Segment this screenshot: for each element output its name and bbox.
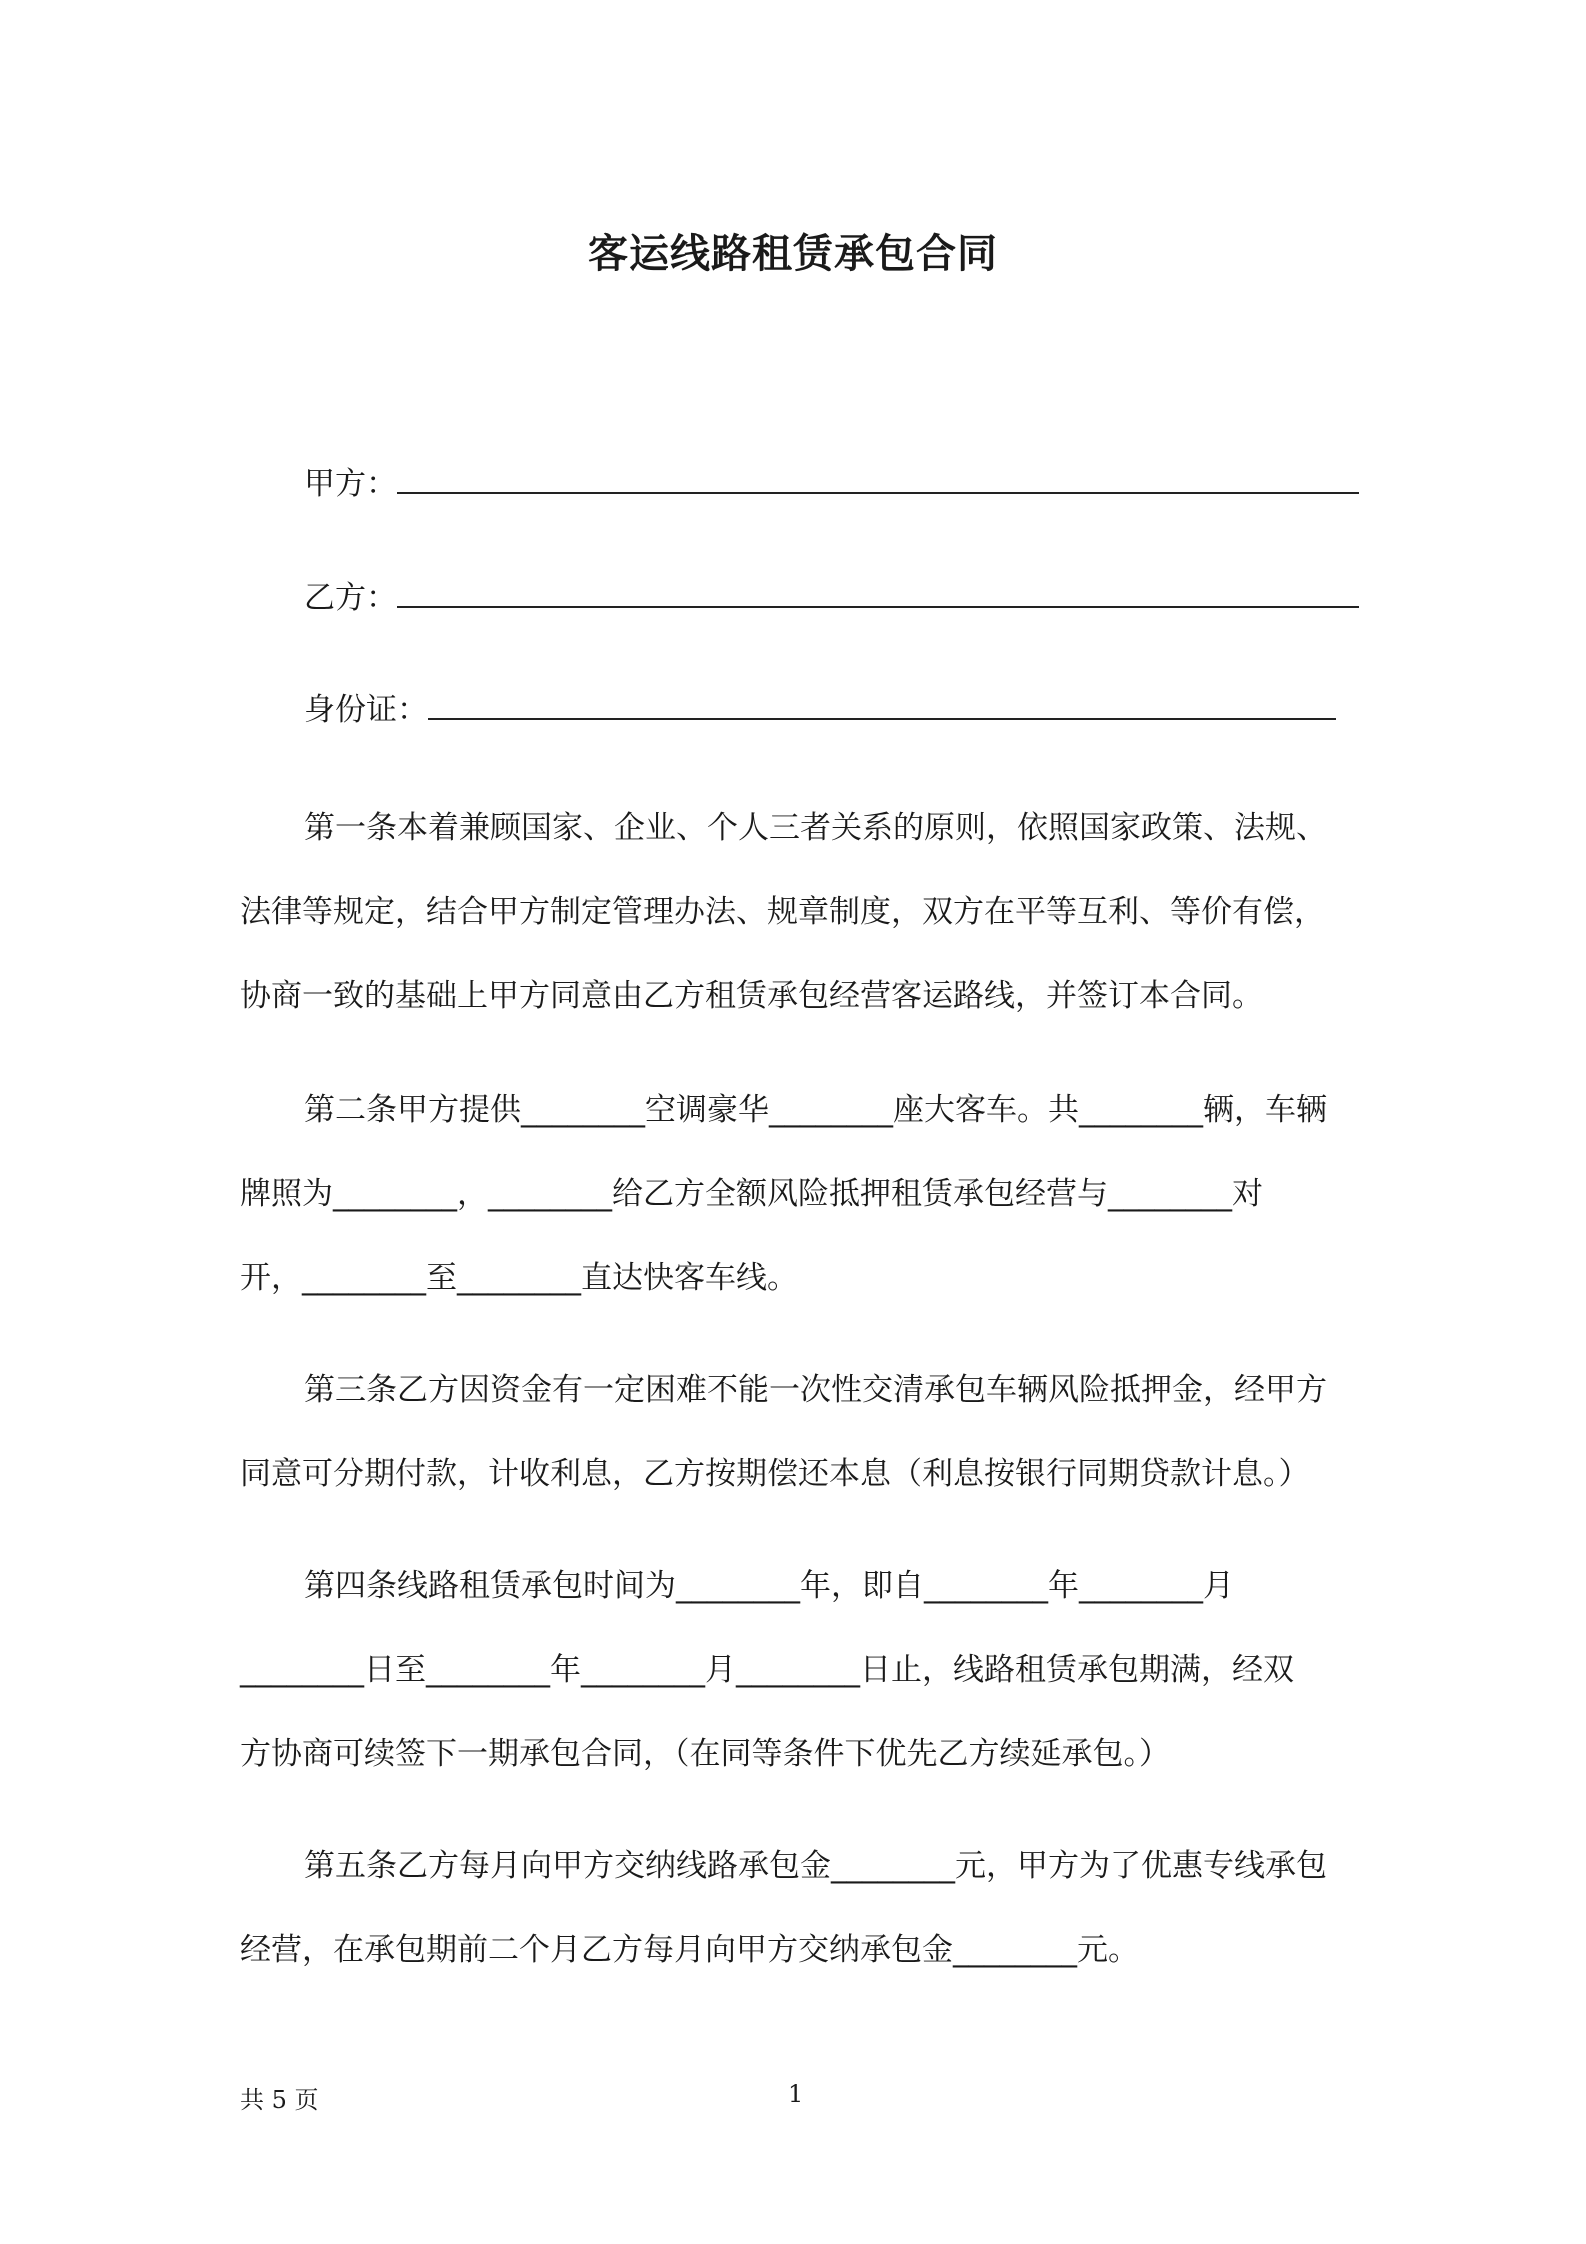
id-card-line: [304, 684, 1336, 729]
party-b-label: 乙方：: [304, 580, 397, 616]
article-5: [240, 1824, 1354, 1992]
article-3-line-2: 同意可分期付款，计收利息，乙方按期偿还本息（利息按银行同期贷款计息。）: [240, 1456, 1310, 1492]
article-3: [240, 1348, 1354, 1516]
article-5-line-1: 第五条乙方每月向甲方交纳线路承包金________元，甲方为了优惠专线承包: [304, 1848, 1327, 1884]
article-1-line-2: 法律等规定，结合甲方制定管理办法、规章制度，双方在平等互利、等价有偿，: [240, 894, 1325, 930]
article-4-line-3: 方协商可续签下一期承包合同，（在同等条件下优先乙方续延承包。）: [240, 1736, 1170, 1772]
article-2-line-2: 牌照为________，________给乙方全额风险抵押租赁承包经营与________对: [240, 1176, 1263, 1212]
article-2-line-3: 开，________至________直达快客车线。: [240, 1260, 798, 1296]
footer-page-number: 1: [788, 2080, 804, 2108]
article-4: [240, 1544, 1354, 1796]
footer-total-pages: 共 5 页: [240, 2086, 319, 2114]
id-card-blank: [428, 688, 1336, 720]
party-a-line: [304, 458, 1359, 503]
party-a-label: 甲方：: [304, 466, 397, 502]
article-2-line-1: 第二条甲方提供________空调豪华________座大客车。共________辆，车辆: [304, 1092, 1327, 1128]
article-1-line-1: 第一条本着兼顾国家、企业、个人三者关系的原则，依照国家政策、法规、: [304, 810, 1327, 846]
article-4-line-1: 第四条线路租赁承包时间为________年，即自________年________月: [304, 1568, 1234, 1604]
id-card-label: 身份证：: [304, 692, 428, 728]
article-4-line-2: ________日至________年________月________日止，线路租赁承包期满，经双: [240, 1652, 1294, 1688]
article-1: [240, 786, 1354, 1038]
party-a-blank: [397, 462, 1359, 494]
article-3-line-1: 第三条乙方因资金有一定困难不能一次性交清承包车辆风险抵押金，经甲方: [304, 1372, 1327, 1408]
article-1-line-3: 协商一致的基础上甲方同意由乙方租赁承包经营客运路线，并签订本合同。: [240, 978, 1263, 1014]
document-title: 客运线路租赁承包合同: [588, 231, 998, 277]
party-b-line: [304, 572, 1359, 617]
party-b-blank: [397, 576, 1359, 608]
article-2: [240, 1068, 1354, 1320]
article-5-line-2: 经营，在承包期前二个月乙方每月向甲方交纳承包金________元。: [240, 1932, 1139, 1968]
